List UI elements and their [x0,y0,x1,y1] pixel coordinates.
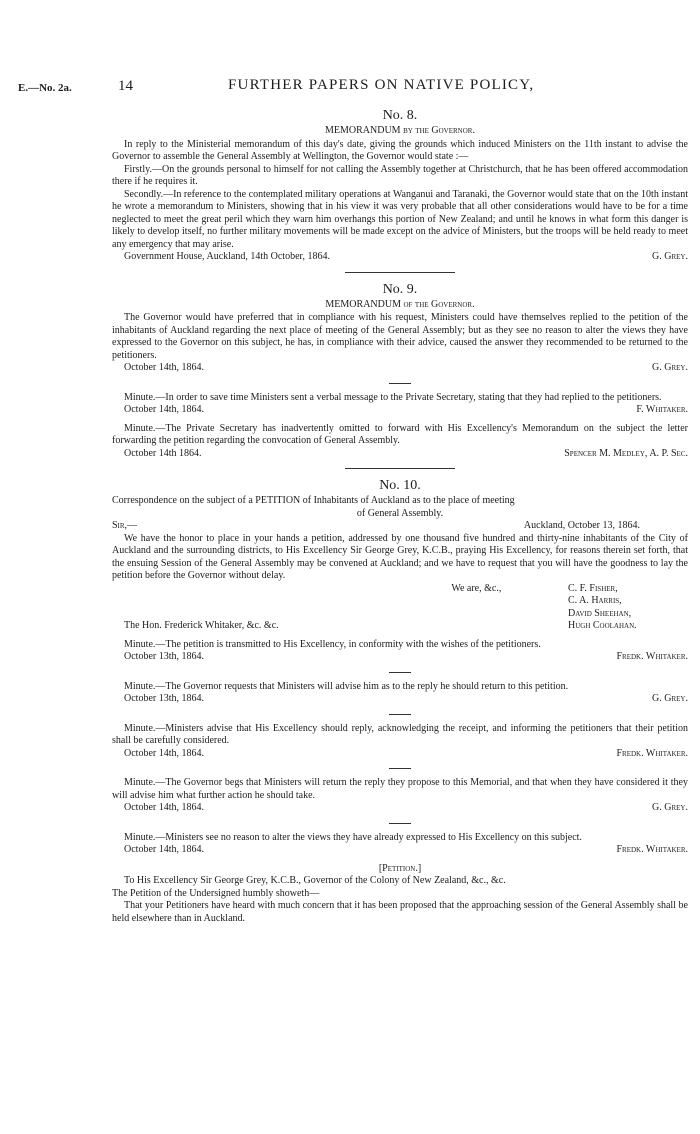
minute-divider [389,714,411,715]
minute-text: Minute.—The Governor requests that Ministers will advise him as to the reply he should return to this petition. [124,680,569,692]
place-date: Government House, Auckland, 14th October, 1864. [124,251,330,262]
minute-block [112,777,688,815]
signatory-list [568,583,688,633]
section-number: No. 8. [382,108,418,123]
minute-text: Minute.—Ministers see no reason to alter the views they have already expressed to His Excellency on this subject. [124,831,582,843]
petition-body: That your Petitioners have heard with much concern that it has been proposed that the approaching session of the General Assembly shall be held elsewhere than in Auckland. [112,900,688,924]
minute-block [112,639,688,664]
memorandum-no-9 [112,281,688,461]
section-number: No. 10. [379,478,421,493]
memorandum-intro: In reply to the Ministerial memorandum of this day's date, giving the grounds which induced Ministers on the 11th instant to advise the Governor to assemble the General Assembly at Wellington, the Governor would state :— [112,138,688,162]
signature-row [112,404,688,417]
signature-row [112,693,688,706]
signature-row [112,844,688,857]
minute-divider [389,672,411,673]
section-number: No. 9. [382,281,418,297]
minute-divider [389,768,411,769]
memorandum-firstly: Firstly.—On the grounds personal to himself for not calling the Assembly together at Christchurch, that he has been offered accommodation there if he requires it. [112,163,688,187]
signature: F. Whitaker. [636,404,688,415]
memorandum-heading: MEMORANDUM of the Governor. [325,298,475,310]
minute-text: Minute.—The Governor begs that Ministers will return the reply they propose to this Memorial, and that when they have considered it they will advise him what further action he should take. [112,777,688,801]
date: October 14th, 1864. [124,404,204,415]
signature-row [112,251,688,264]
signature: G. Grey. [652,251,688,262]
signature: Fredk. Whitaker. [616,747,688,759]
memorandum-heading: MEMORANDUM by the Governor. [325,125,475,136]
correspondence-title [112,495,688,520]
signature: Spencer M. Medley, A. P. Sec. [564,447,688,459]
correspondence-no-10 [112,477,688,925]
signature-row [112,651,688,664]
letter-place-date: Auckland, October 13, 1864. [523,520,640,531]
salutation: Sir,— [112,520,138,531]
signature-row [112,802,688,815]
date: October 14th 1864. [124,447,202,459]
memorandum-secondly: Secondly.—In reference to the contemplated military operations at Wanganui and Taranaki, the Governor would state that on the 10th instant he wrote a memorandum to Ministers, showing that in his view it was very probable that all other considerations would have to be for a time neglected to meet the great peril which they warn him overhangs this portion of New Zealand; and until he knows in what form this danger is likely to develop itself, no further military movements will be made except on the advice of Ministers, but the troops will be held ready to meet any emergency that may arise. [112,188,688,250]
date: October 13th, 1864. [124,651,204,662]
minute-divider [389,823,411,824]
section-divider [345,468,455,469]
document-body [112,104,688,925]
letter-signatures [112,583,688,633]
petition-label: [Petition.] [378,862,422,874]
signatory: David Sheehan, [567,607,632,619]
minute-block [112,723,688,761]
signature: G. Grey. [652,693,688,704]
date: October 14th, 1864. [124,844,204,855]
minute-divider [389,383,411,384]
date: October 14th, 1864. [124,747,204,759]
memorandum-no-8 [112,107,688,264]
signature: G. Grey. [652,362,688,373]
minute-text: Minute.—In order to save time Ministers sent a verbal message to the Private Secretary, stating that they had replied to the petitioners. [124,391,662,403]
petition-address: To His Excellency Sir George Grey, K.C.B., Governor of the Colony of New Zealand, &c., &c. [124,875,506,886]
page-number: 14 [118,78,133,94]
minute-text: Minute.—The Private Secretary has inadvertently omitted to forward with His Excellency's Memorandum on the subject the letter forwarding the petition regarding the convocation of General Assembly. [112,422,688,446]
salutation-row [112,520,688,533]
signature-row [112,448,688,461]
signature: Fredk. Whitaker. [616,844,688,855]
page-reference: E.—No. 2a. [18,82,72,94]
signatory: C. A. Harris, [567,595,622,606]
addressee: The Hon. Frederick Whitaker, &c. &c. [124,619,279,631]
closing: We are, &c., [451,582,502,594]
petition-preamble: The Petition of the Undersigned humbly showeth— [112,887,320,899]
minute-block [112,681,688,706]
signatory: C. F. Fisher, [567,582,618,594]
date: October 14th, 1864. [124,802,204,813]
date: October 13th, 1864. [124,693,204,704]
signature: G. Grey. [652,802,688,813]
page-header [0,77,700,102]
minute-text: Minute.—Ministers advise that His Excellency should reply, acknowledging the receipt, and informing the petitioners that their petition shall be carefully considered. [112,722,688,746]
minute-text: Minute.—The petition is transmitted to His Excellency, in conformity with the wishes of the petitioners. [124,638,541,650]
title-line-1: Correspondence on the subject of a PETITION of Inhabitants of Auckland as to the place of meeting [112,495,515,506]
signature-row [112,362,688,375]
signature-row [112,748,688,761]
running-title: FURTHER PAPERS ON NATIVE POLICY, [228,77,535,93]
signatory: Hugh Coolahan. [567,620,637,631]
signature: Fredk. Whitaker. [616,651,688,662]
section-divider [345,272,455,273]
letter-body: We have the honor to place in your hands a petition, addressed by one thousand five hundred and thirty-nine inhabitants of the City of Auckland and the surrounding districts, to His Excellency Sir George Grey, K.C.B., praying His Excellency, for reasons therein set forth, that the ensuing Session of the General Assembly may be convened at Auckland; and we have to request that you will have the goodness to lay the petition before the Governor without delay. [112,532,688,581]
minute-block [112,832,688,857]
title-line-2: of General Assembly. [356,507,444,519]
memorandum-body: The Governor would have preferred that in compliance with his request, Ministers could have themselves replied to the petition of the inhabitants of Auckland regarding the next place of meeting of the General Assembly; but as they see no reason to alter the views they have expressed to the Governor on this subject, he has, in compliance with their advice, caused the answer they recommended to be returned to the petitioners. [112,312,688,361]
date: October 14th, 1864. [124,362,204,373]
